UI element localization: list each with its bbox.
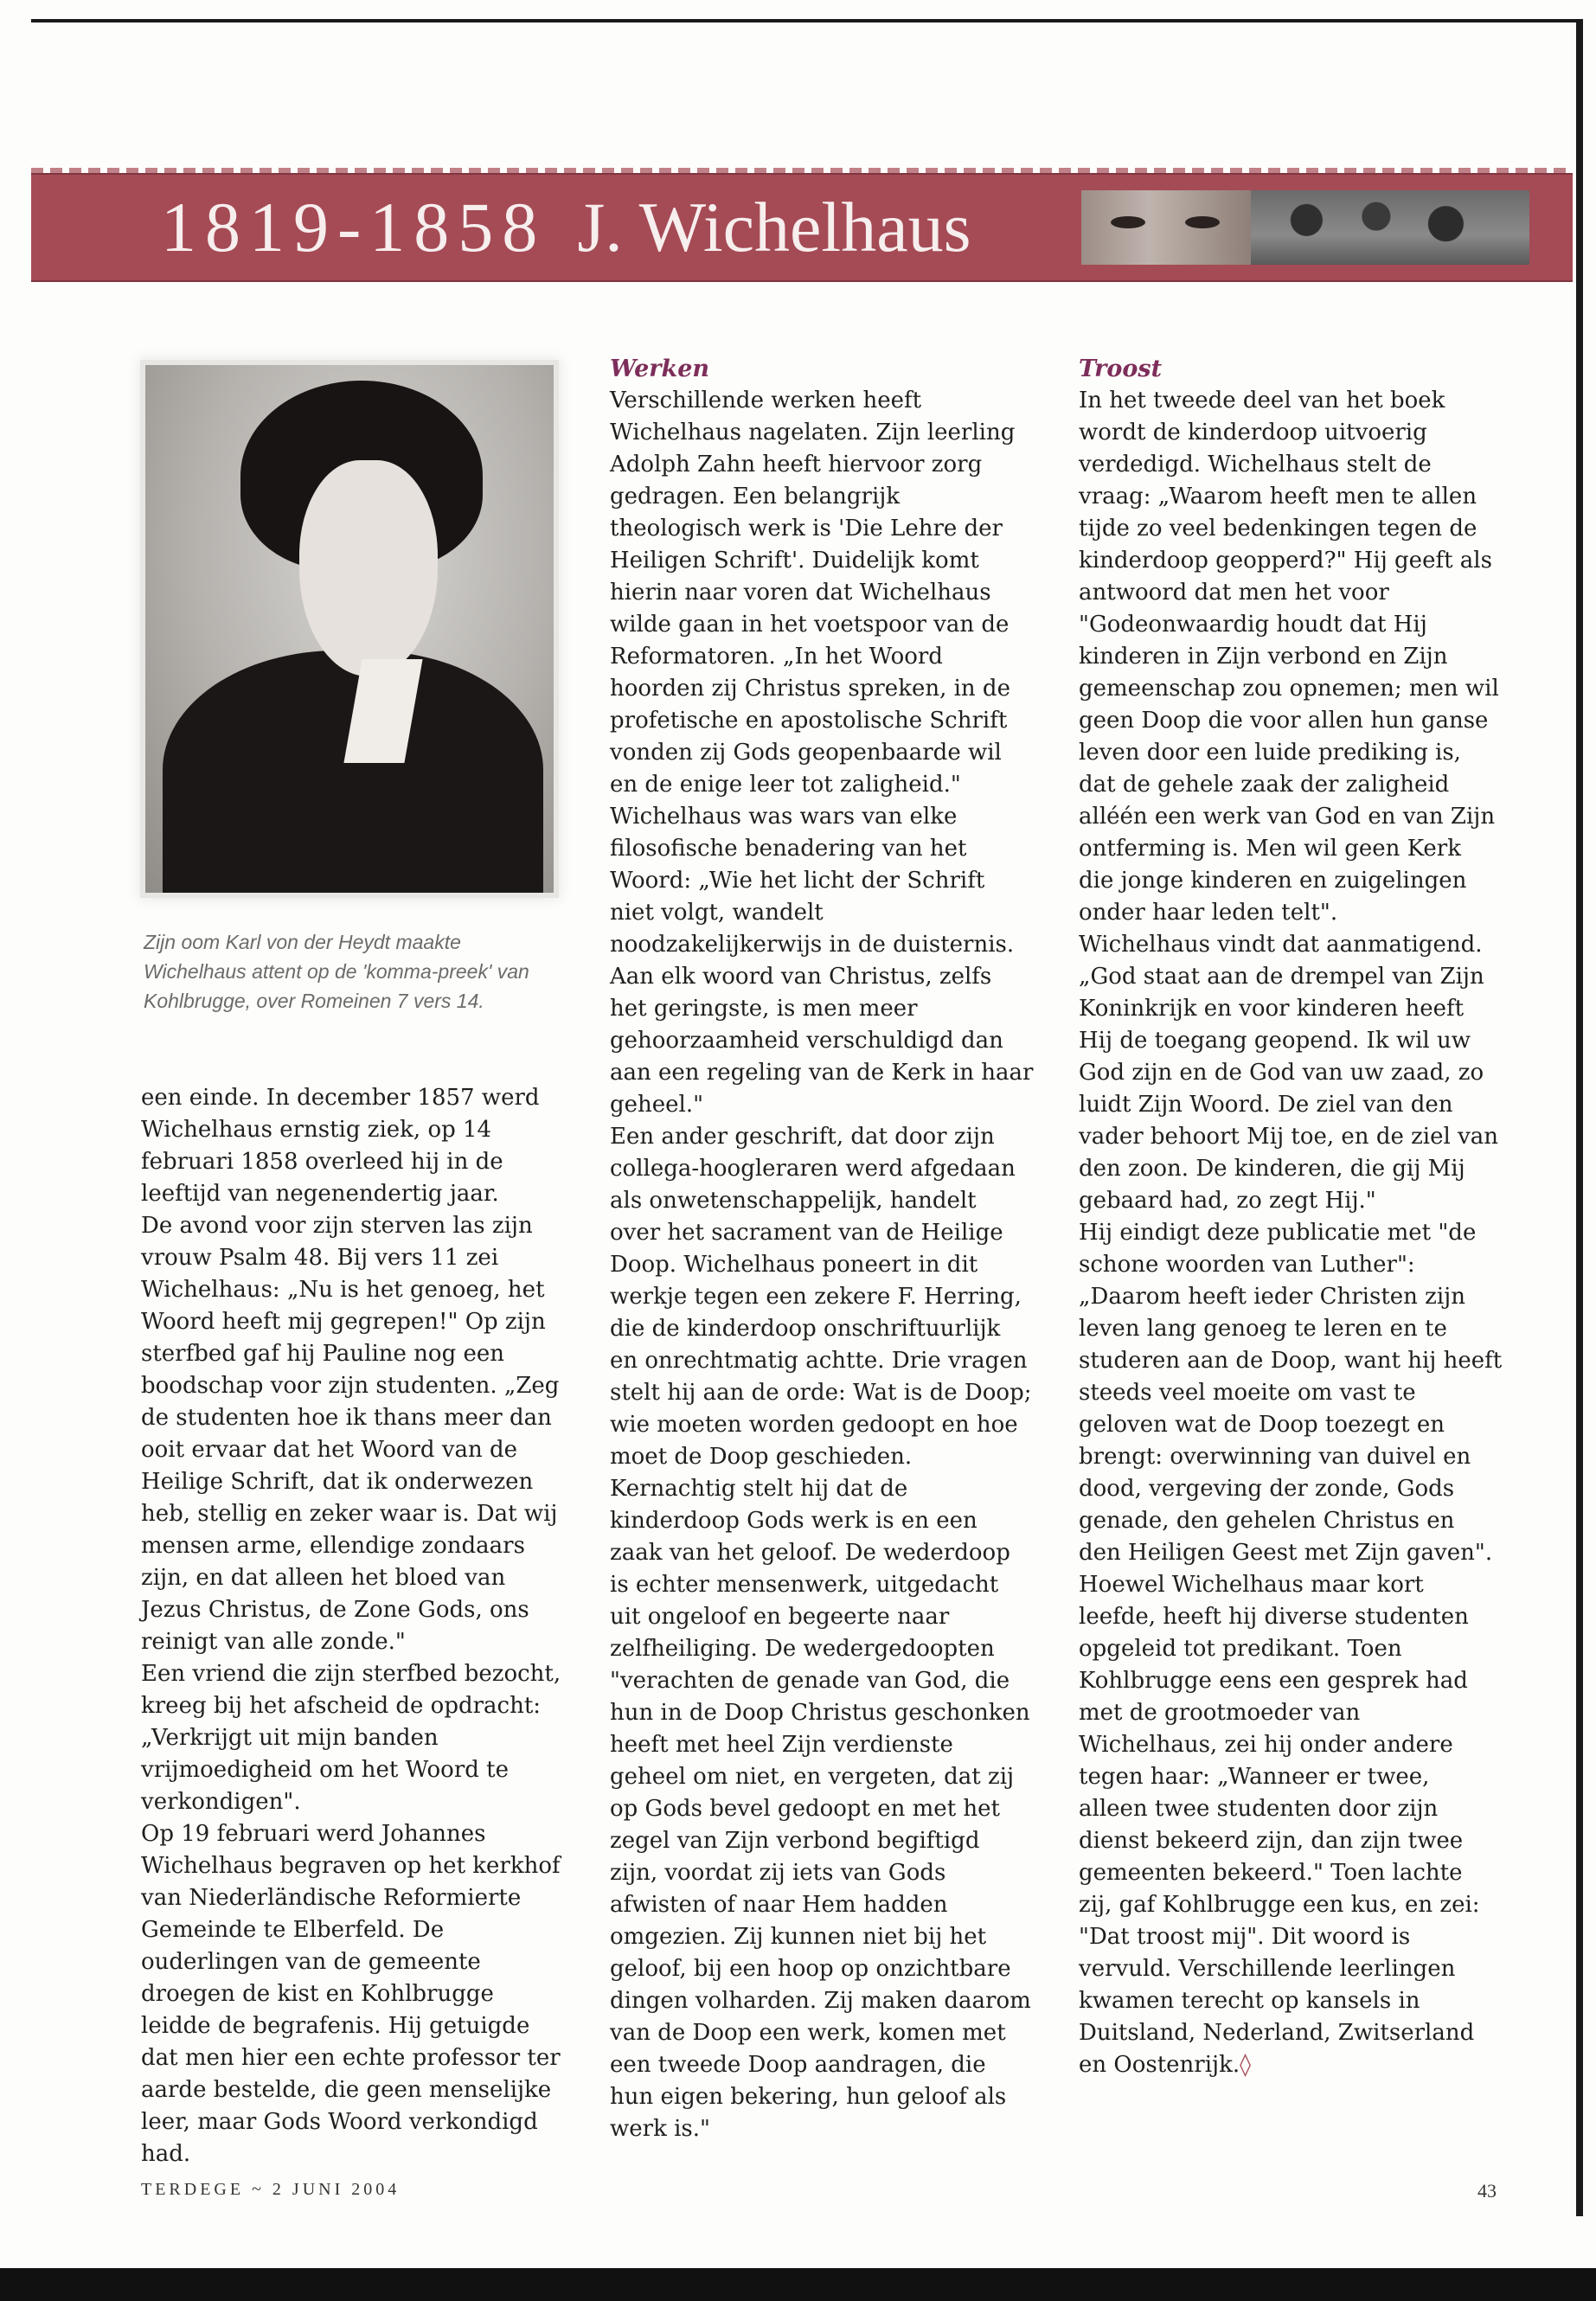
column-left bbox=[141, 1082, 565, 2170]
paragraph: Wichelhaus vindt dat aanmatigend. „God staat aan de drempel van Zijn Koninkrijk en voor kinderen heeft Hij de toegang geopend. Ik wil uw God zijn en de God van uw zaad, zo luidt Zijn Woord. De ziel van den vader behoort Mij toe, en de ziel van den zoon. De kinderen, die gij Mij gebaard had, zo zegt Hij." bbox=[1079, 932, 1499, 1214]
paragraph-text: Hoewel Wichelhaus maar kort leefde, heeft hij diverse studenten opgeleid tot predikant. Toen Kohlbrugge eens een gesprek had met de grootmoeder van Wichelhaus, zei hij onder andere tegen haar: „Wanneer er twee, alleen twee studenten door zijn dienst bekeerd zijn, dan zijn twee gemeenten bekeerd." Toen lachte zij, gaf Kohlbrugge een kus, en zei: "Dat troost mij". Dit woord is vervuld. Verschillende leerlingen kwamen terecht op kansels in Duitsland, Nederland, Zwitserland en Oostenrijk. bbox=[1079, 1572, 1480, 2078]
portrait-image bbox=[145, 365, 554, 893]
page-border-right bbox=[1576, 19, 1583, 2216]
paragraph: De avond voor zijn sterven las zijn vrouw Psalm 48. Bij vers 11 zei Wichelhaus: „Nu is het genoeg, het Woord heeft mij gegrepen!" Op zijn sterfbed gaf hij Pauline nog een boodschap voor zijn studenten. „Zeg de studenten hoe ik thans meer dan ooit ervaar dat het Woord van de Heilige Schrift, dat ik onderwezen heb, stellig en zeker waar is. Dat wij mensen arme, ellendige zondaars zijn, en dat alleen het bloed van Jezus Christus, de Zone Gods, ons reinigt van alle zonde." bbox=[141, 1213, 560, 1655]
portrait-coat bbox=[163, 651, 543, 893]
paragraph: In het tweede deel van het boek wordt de kinderdoop uitvoerig verdedigd. Wichelhaus stelt de vraag: „Waarom heeft men te allen tijde zo veel bedenkingen tegen de kinderdoop geopperd?" Hij geeft als antwoord dat men het voor "Godeonwaardig houdt dat Hij kinderen in Zijn verbond en Zijn gemeenschap zou opnemen; men wil geen Doop die voor allen hun ganse leven door een luide prediking is, dat de gehele zaak der zaligheid alléén een werk van God en van Zijn ontferming is. Men wil geen Kerk die jonge kinderen en zuigelingen onder haar leden telt". bbox=[1079, 388, 1499, 926]
banner-landscape-image bbox=[1251, 190, 1529, 265]
page-border-bottom bbox=[0, 2268, 1596, 2301]
page-number: 43 bbox=[1477, 2180, 1497, 2202]
portrait-caption: Zijn oom Karl von der Heydt maakte Wichelhaus attent op de 'komma-preek' van Kohlbrugge, over Romeinen 7 vers 14. bbox=[144, 931, 529, 1012]
section-heading-werken: Werken bbox=[610, 356, 710, 382]
end-mark-icon: ◊ bbox=[1240, 2052, 1251, 2078]
banner-title bbox=[161, 180, 971, 275]
paragraph: Hij eindigt deze publicatie met "de schone woorden van Luther": „Daarom heeft ieder Christen zijn leven lang genoeg te leren en te studeren aan de Doop, want hij heeft steeds veel moeite om vast te geloven wat de Doop toezegt en brengt: overwinning van duivel en dood, vergeving der zonde, Gods genade, den gehelen Christus en den Heiligen Geest met Zijn gaven". bbox=[1079, 1220, 1503, 1566]
banner-years: 1819-1858 bbox=[161, 188, 547, 266]
column-right bbox=[1079, 353, 1503, 2081]
paragraph: Een vriend die zijn sterfbed bezocht, kreeg bij het afscheid de opdracht: „Verkrijgt uit mijn banden vrijmoedigheid om het Woord te verkondigen". bbox=[141, 1661, 561, 1815]
portrait-face bbox=[299, 460, 438, 676]
eye-icon bbox=[1111, 216, 1145, 228]
paragraph: Op 19 februari werd Johannes Wichelhaus begraven op het kerkhof van Niederländische Reformierte Gemeinde te Elberfeld. De ouderlingen van de gemeente droegen de kist en Kohlbrugge leidde de begrafenis. Hij getuigde dat men hier een echte professor ter aarde bestelde, die geen menselijke leer, maar Gods Woord verkondigd had. bbox=[141, 1821, 561, 2167]
banner-name: J. Wichelhaus bbox=[577, 188, 971, 266]
column-middle bbox=[610, 353, 1034, 2145]
eye-icon bbox=[1185, 216, 1220, 228]
paragraph: Verschillende werken heeft Wichelhaus nagelaten. Zijn leerling Adolph Zahn heeft hiervoor zorg gedragen. Een belangrijk theologisch werk is 'Die Lehre der Heiligen Schrift'. Duidelijk komt hierin naar voren dat Wichelhaus wilde gaan in het voetspoor van de Reformatoren. „In het Woord hoorden zij Christus spreken, in de profetische en apostolische Schrift vonden zij Gods geopenbaarde wil en de enige leer tot zaligheid." bbox=[610, 388, 1016, 798]
footer-publication: TERDEGE ~ 2 JUNI 2004 bbox=[141, 2180, 401, 2199]
banner-eyes-image bbox=[1081, 190, 1251, 265]
page-border-top bbox=[31, 19, 1580, 22]
title-banner bbox=[31, 173, 1573, 282]
paragraph: een einde. In december 1857 werd Wichelhaus ernstig ziek, op 14 februari 1858 overleed hij in de leeftijd van negenendertig jaar. bbox=[141, 1085, 540, 1207]
section-heading-troost: Troost bbox=[1079, 356, 1163, 382]
paragraph-last bbox=[1079, 1569, 1503, 2081]
paragraph: Wichelhaus was wars van elke filosofische benadering van het Woord: „Wie het licht der Schrift niet volgt, wandelt noodzakelijkerwijs in de duisternis. Aan elk woord van Christus, zelfs het geringste, is men meer gehoorzaamheid verschuldigd dan aan een regeling van de Kerk in haar geheel." bbox=[610, 804, 1034, 1118]
paragraph: Een ander geschrift, dat door zijn collega-hoogleraren werd afgedaan als onwetenschappelijk, handelt over het sacrament van de Heilige Doop. Wichelhaus poneert in dit werkje tegen een zekere F. Herring, die de kinderdoop onschriftuurlijk en onrechtmatig achtte. Drie vragen stelt hij aan de orde: Wat is de Doop; wie moeten worden gedoopt en hoe moet de Doop geschieden. Kernachtig stelt hij dat de kinderdoop Gods werk is en een zaak van het geloof. De wederdoop is echter mensenwerk, uitgedacht uit ongeloof en begeerte naar zelfheiliging. De wedergedoopten "verachten de genade van God, die hun in de Doop Christus geschonken heeft met heel Zijn verdienste geheel om niet, en vergeten, dat zij op Gods bevel gedoopt en met het zegel van Zijn verbond begiftigd zijn, voordat zij iets van Gods afwisten of naar Hem hadden omgezien. Zij kunnen niet bij het geloof, bij een hoop op onzichtbare dingen volharden. Zij maken daarom van de Doop een werk, komen met een tweede Doop aandragen, die hun eigen bekering, hun geloof als werk is." bbox=[610, 1124, 1032, 2142]
